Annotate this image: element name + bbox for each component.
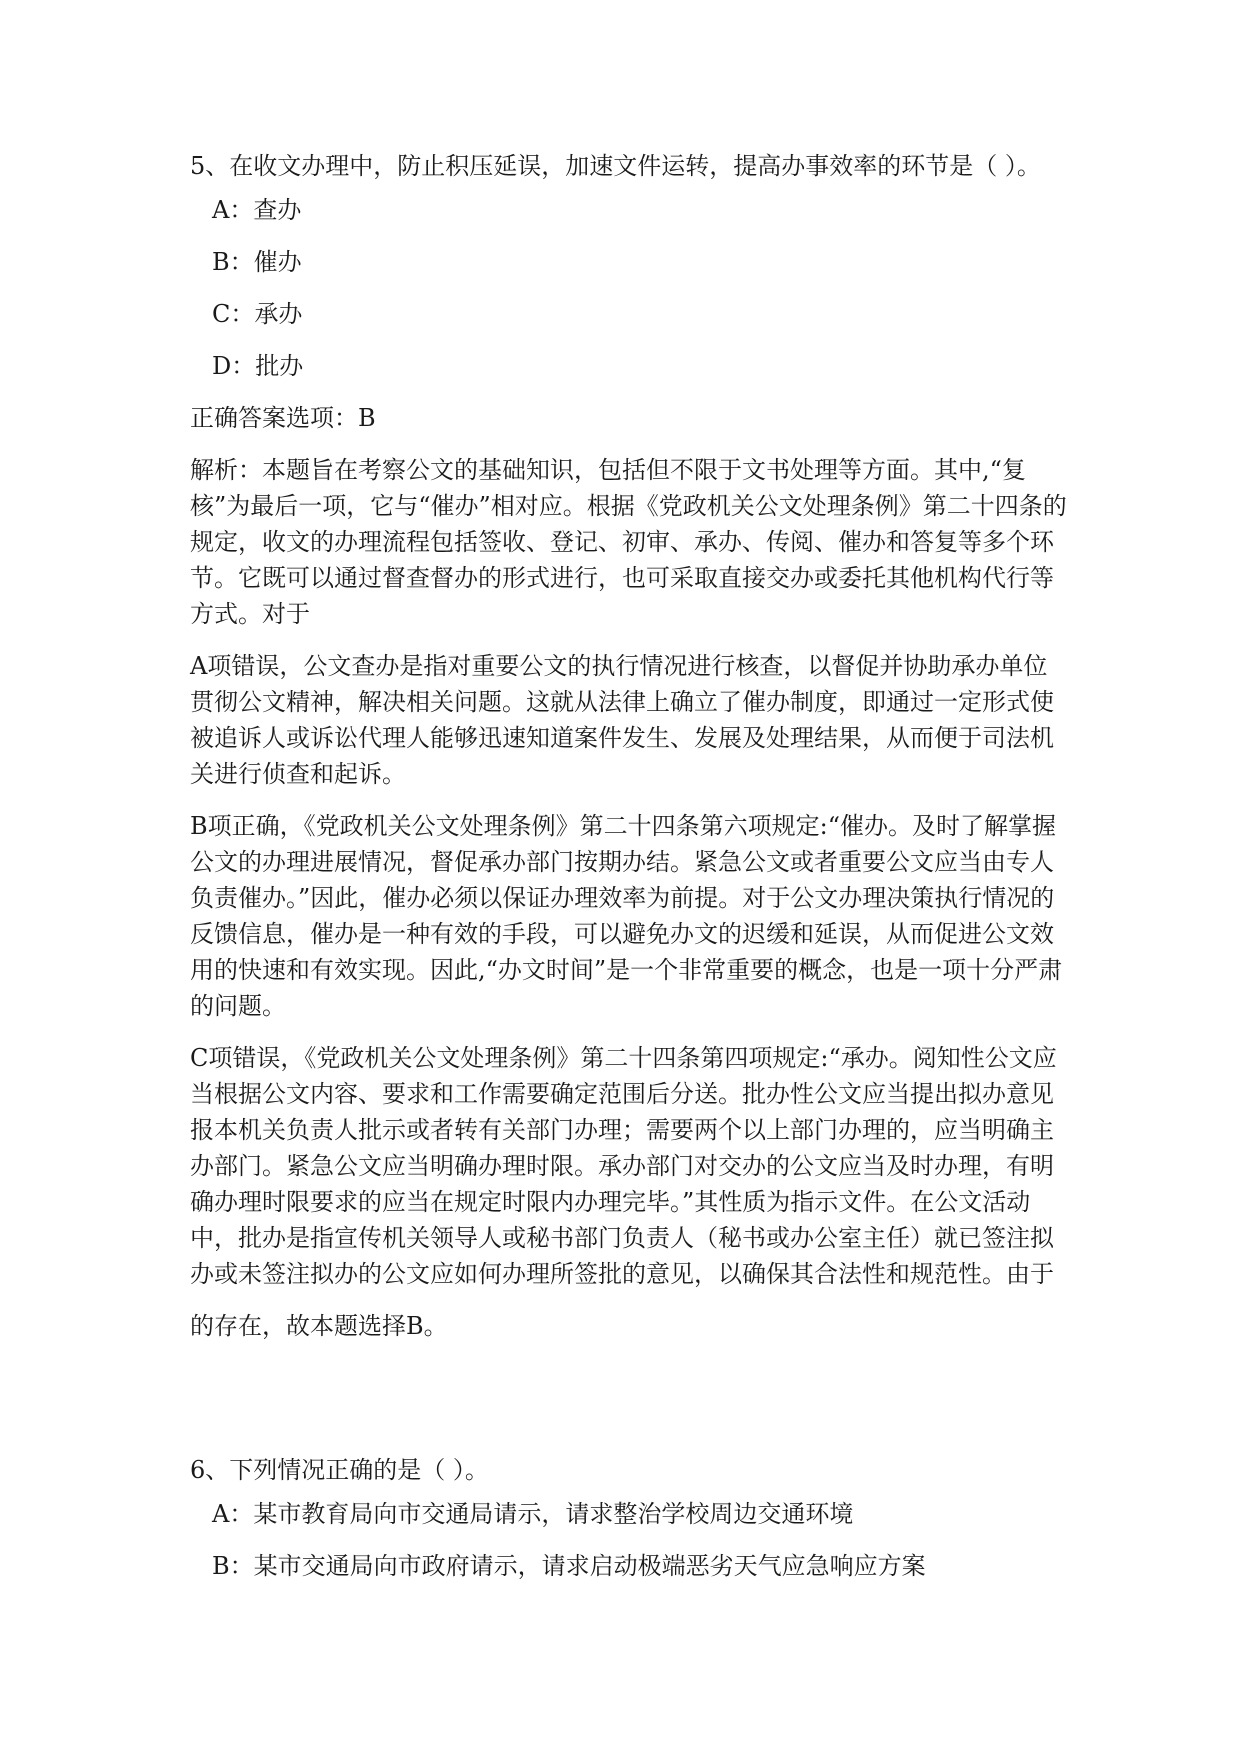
option-b: B：某市交通局向市政府请示，请求启动极端恶劣天气应急响应方案 [212,1552,926,1580]
option-b: B：催办 [212,248,302,276]
question-5-options [190,192,1070,384]
analysis-conclusion: 的存在，故本题选择B。 [190,1312,448,1340]
option-a: A：查办 [212,196,302,224]
question-6-options [190,1496,1070,1584]
analysis-intro: 解析：本题旨在考察公文的基础知识，包括但不限于文书处理等方面。其中,“复核”为最后一项，它与“催办”相对应。根据《党政机关公文处理条例》第二十四条的规定，收文的办理流程包括签收、登记、初审、承办、传阅、催办和答复等多个环节。它既可以通过督查督办的形式进行，也可采取直接交办或委托其他机构代行等方式。对于 [190,456,1067,628]
question-5 [190,148,1070,1344]
analysis-option-b: B项正确，《党政机关公文处理条例》第二十四条第六项规定:“催办。及时了解掌握公文的办理进展情况，督促承办部门按期办结。紧急公文或者重要公文应当由专人负责催办。”因此，催办必须以保证办理效率为前提。对于公文办理决策执行情况的反馈信息，催办是一种有效的手段，可以避免办文的迟缓和延误，从而促进公文效用的快速和有效实现。因此,“办文时间”是一个非常重要的概念，也是一项十分严肃的问题。 [190,812,1063,1020]
option-a: A：某市教育局向市交通局请示，请求整治学校周边交通环境 [212,1500,854,1528]
question-6 [190,1452,1070,1584]
correct-answer: 正确答案选项：B [190,404,376,432]
question-6-text: 6、下列情况正确的是（ ）。 [190,1456,489,1484]
analysis-option-c: C项错误，《党政机关公文处理条例》第二十四条第四项规定:“承办。阅知性公文应当根据公文内容、要求和工作需要确定范围后分送。批办性公文应当提出拟办意见报本机关负责人批示或者转有关部门办理；需要两个以上部门办理的，应当明确主办部门。紧急公文应当明确办理时限。承办部门对交办的公文应当及时办理，有明确办理时限要求的应当在规定时限内办理完毕。”其性质为指示文件。在公文活动中，批办是指宣传机关领导人或秘书部门负责人（秘书或办公室主任）就已签注拟办或未签注拟办的公文应如何办理所签批的意见，以确保其合法性和规范性。由于 [190,1044,1057,1288]
document-page [190,148,1070,1600]
option-d: D：批办 [212,352,304,380]
option-c: C：承办 [212,300,303,328]
question-5-text: 5、在收文办理中，防止积压延误，加速文件运转，提高办事效率的环节是（ ）。 [190,152,1041,180]
analysis-option-a: A项错误，公文查办是指对重要公文的执行情况进行核查，以督促并协助承办单位贯彻公文精神，解决相关问题。这就从法律上确立了催办制度，即通过一定形式使被追诉人或诉讼代理人能够迅速知道案件发生、发展及处理结果，从而便于司法机关进行侦查和起诉。 [190,652,1054,788]
